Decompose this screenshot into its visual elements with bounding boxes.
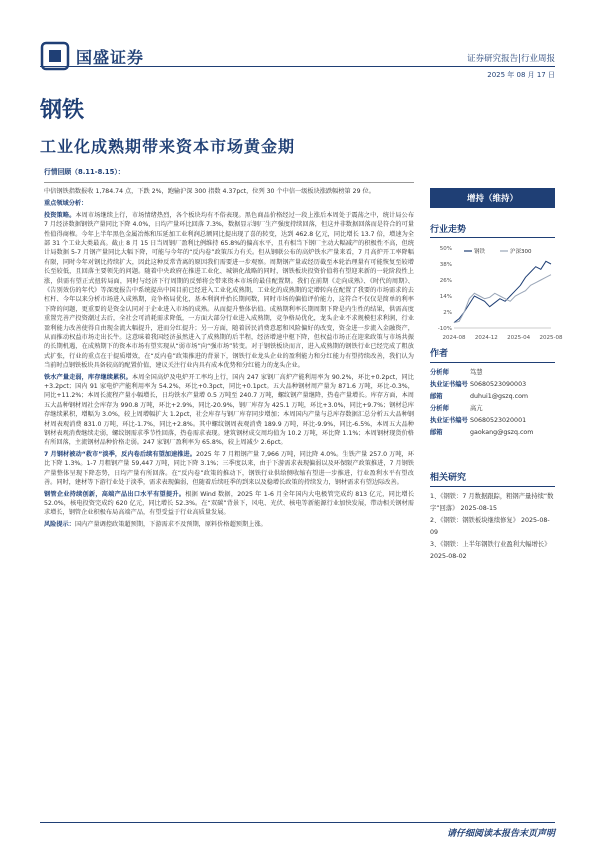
- analyst-row: 执业证书编号 S0680523020001: [430, 417, 527, 424]
- analyst-row: 执业证书编号 S0680523090003: [430, 381, 527, 388]
- report-date: 2025 年 08 月 17 日: [487, 71, 555, 79]
- green-paragraph: 钢管企业持续创新，高端产品出口水平有望提升。根据 Wind 数据，2025 年 1-6 月全年国内大电极管完成约 813 亿元，同比增长 52.0%，核电投资完成约 620 亿元，同比增长 52.3%。在“双碳”背景下，风电、光伏、核电等新能源行业加快发展，带动相关钢材需求增长，钢管企业积极布局高端产品，有望受益于行业高质量发展。: [44, 490, 415, 517]
- y-tick-label: 38%: [439, 262, 452, 268]
- analysts-title: 作者: [430, 348, 555, 363]
- key-areas-title: 重点领域分析：: [44, 200, 88, 208]
- y-tick-label: 14%: [439, 294, 452, 300]
- legend-label: 沪深300: [510, 249, 532, 255]
- x-tick-label: 2024-12: [474, 335, 498, 341]
- series-line-1: [454, 275, 551, 323]
- related-item[interactable]: 3、《钢铁：上半年钢铁行业盈利大幅增长》 2025-08-02: [430, 541, 551, 560]
- footer-divider: [40, 822, 555, 823]
- july-paragraph: 7 月钢材被动“救市”淡季，反内卷后续有望加速推进。2025 年 7 月粗钢产量 7,966 万吨，同比降 4.0%。生铁产量 257.0 万吨，环比下降 1.3%。1-7 月粗钢产量 59,447 万吨，同比下降 3.1%；三季度以来，由于下游需求表现偏弱以及环保限产政策推进，7 月钢铁产量整体呈现下降态势，日均产量有所回落。在“反内卷”政策的推动下，钢铁行业供给侧收缩有望进一步推进，行业盈利水平有望改善。同时，建材等下游行业处于淡季，需求表现偏弱，但随着后续旺季的到来以及稳增长政策的持续发力，钢材需求有望边际改善。: [44, 450, 414, 487]
- brand-name: 国盛证券: [76, 47, 145, 67]
- investment-paragraph: 投资策略。本周市场继续上行，市场情绪热烈，各个板块均有不俗表现。黑色商品价格经过一段上涨后本周处于震荡之中，统计局公布 7 月经济数据钢铁产量同比下降 4.0%，日均产量环比回落 7.3%，数据显示钢厂生产强度持续回落，但这并非数据回落而是符合的可量性值得商榷。今年上半年黑色金属冶炼和压延加工业利润总额同比提出现了喜的转变，达到 462.8 亿元，同比增长 13.7 倍，增速为全部 31 个工业大类最高。截止 8 月 15 日当周钢厂盈利比例维持 65.8%的偏高水平，且有相当下钢厂主动大幅减产的积极性不高，但统计局数据 5-7 月钢产量同比大幅下降，可能与今年的“反内卷”政策压力有关。但从钢联公布的高炉铁水产量来看，7 月高炉开工率降幅有限，同时今年对钢比持续扩大，因此这种反常背离的原因我们需要进一步观察。周期钢产量或经历截至本轮治理量有可能恢复至较增长至较低，且回落主要领先的问题。随着中央政府在推进工业化、城镇化战略的同时，钢铁板块投资价值将有望迎来新的一轮阶段性上涨，供需有望正式扭转局面，同时与经济下行周期的反弹将会带来资本市场的最佳配置期。我们在前期《走向成熟》、《时代的周期》、《告别效仿的年代》等深度报告中系统提出中国目前已经进入工业化成熟期，工业化的成熟期的定增转向在配置了我要的市场需求的去杠杆、今年以来分析市场进入成熟期，竞争格局优化，基本利润并抬长期间数，同时市场的偏值评价能力，这符合不仅仅是简单的利率下降的问题，更重要的是资金认同对于企业进入市场的成熟。从而提升整体估值。成熟期利率长期周期下降是内生性的结果，供需高度重置完善产投资潮过去后，全社会可消耗需求降低，一方面大部分行业进入成熟期，竞争格局优化，龙头企业不求规模但求利润，行业盈利能力改善使得自由现金流大幅提升，进而分红提升；另一方面，随着居民消费意愿和风险偏好的改变，资金进一步流入金融资产，从而推动权益市场走出长牛。这意味着我国经济虽然进入了成熟期的后半程，经济增速中枢下降，但权益市场正在迎来政策与市场共振的长期机遇，在成熟期下的资本市场有望实现从“弱市场”向“强市场”转变。对于钢铁板块而言，进入成熟期的钢铁行业已经完成了粗放式扩张，行业的重点在于提质增效，在“反内卷”政策推进的背景下，钢铁行业龙头企业的盈利能力和分红能力有望持续改善，我们认为当前时点钢铁板块具备较高的配置价值，建议关注行业内具有成本优势和分红能力的龙头企业。: [44, 211, 415, 370]
- report-body: [44, 168, 414, 531]
- supply-paragraph: 铁水产量走弱，库存继续累积。本周全国高炉及电炉开工率均上行，国内 247 家钢厂高炉产能利用率为 90.2%，环比+0.2pct，同比+3.2pct；国内 91 家电炉产能利用率为 54.2%，环比+0.3pct，同比+0.1pct。五大品种钢材周产量为 871.6 万吨，环比-0.3%，同比+11.2%；本周长流程产量小幅增长，日均铁水产量增 0.5 万吨至 240.7 万吨，螺纹钢产量继降，热卷产量增长。库存方面，本周五大品种钢材周社会库存为 990.8 万吨，环比+2.9%，同比-20.9%，钢厂库存为 425.1 万吨，环比+3.0%，同比+9.7%；钢材总库存继续累积，增幅为 3.0%，较上周增幅扩大 1.2pct，社会库存与钢厂库存同步增加；本周国内产量与总库存数据汇总分析五大品种钢材周表观消费 831.0 万吨，环比-1.7%，同比+2.8%。其中螺纹钢周表观消费 189.9 万吨，环比-9.9%，同比-6.5%，本周五大品种钢材表观消费继续走弱，螺纹钢需求季节性回落，热卷需求表现。建筑钢材成交周均值为 10.2 万吨，环比降 1.1%；本周钢材现货价格有所回落，主流钢材品种价格走弱。247 家钢厂盈利率为 65.8%，较上周减少 2.6pct。: [44, 373, 414, 447]
- x-tick-label: 2025-08: [539, 335, 563, 341]
- report-category: 证券研究报告|行业周报: [467, 54, 555, 64]
- y-tick-label: 50%: [439, 246, 452, 252]
- industry-name: 钢铁: [40, 97, 85, 123]
- x-tick-label: 2025-04: [507, 335, 531, 341]
- analyst-row: 分析师 高亢: [430, 405, 483, 412]
- analyst-row: 邮箱 gaokang@gszq.com: [430, 429, 534, 436]
- analyst-row: 分析师 笃慧: [430, 369, 483, 376]
- week-review: 行情回顾（8.11-8.15）：: [44, 168, 125, 176]
- related-title: 相关研究: [430, 472, 555, 487]
- related-research: [430, 472, 555, 563]
- footer-disclaimer: 请仔细阅读本报告末页声明: [446, 829, 555, 839]
- x-tick-label: 2024-08: [442, 335, 466, 341]
- rating-badge: 增持（维持）: [430, 188, 555, 208]
- analyst-row: 邮箱 duhui1@gszq.com: [430, 393, 529, 400]
- y-tick-label: 26%: [439, 278, 452, 284]
- related-item[interactable]: 2、《钢铁：钢铁板块继续修复》 2025-08-09: [430, 517, 550, 536]
- trend-title: 行业走势: [430, 222, 555, 238]
- risk-paragraph: 风险提示：国内产量调控政策超预期，下游需求不及预期，原料价格超预期上涨。: [44, 520, 267, 528]
- analyst-section: [430, 348, 555, 439]
- trend-chart: [430, 242, 563, 342]
- y-tick-label: -10%: [437, 326, 452, 332]
- series-line-0: [454, 261, 551, 322]
- analyst-list: [430, 367, 555, 439]
- divider: [44, 182, 414, 183]
- y-tick-label: 2%: [443, 310, 452, 316]
- legend-label: 钢铁: [474, 249, 486, 255]
- summary-text: 中信钢铁指数报收 1,784.74 点，下跌 2%，跑输沪深 300 指数 4.37pct，位列 30 个中信一级板块涨跌幅榜第 29 位。: [44, 187, 375, 195]
- header-divider: [40, 66, 555, 67]
- related-item[interactable]: 1、《钢铁：7 月数据跟踪，粗钢产量持续“数字”回落》 2025-08-15: [430, 493, 554, 512]
- report-title: 工业化成熟期带来资本市场黄金期: [40, 137, 296, 156]
- industry-trend: [430, 222, 563, 342]
- brand-logo: [40, 38, 160, 74]
- category-label: 证券研究报告: [467, 54, 519, 64]
- category-label-2: 行业周报: [520, 54, 555, 64]
